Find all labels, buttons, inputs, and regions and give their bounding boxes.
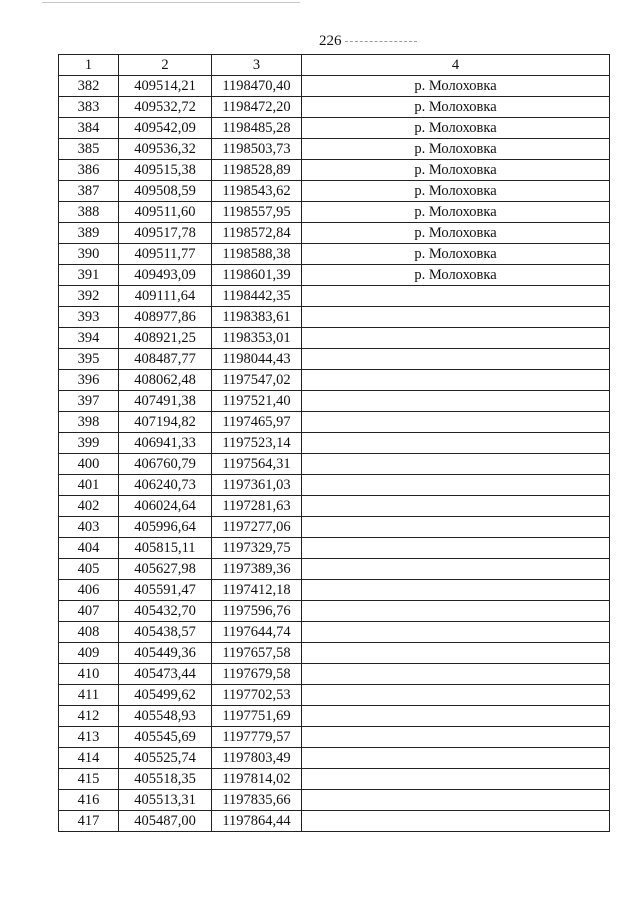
note-cell: р. Молоховка	[302, 160, 610, 181]
table-row	[59, 685, 610, 706]
point-number-cell: 384	[59, 118, 119, 139]
note-cell	[302, 538, 610, 559]
point-number-cell: 401	[59, 475, 119, 496]
table-row	[59, 538, 610, 559]
table-row	[59, 223, 610, 244]
x-coordinate-cell: 409536,32	[119, 139, 212, 160]
table-row	[59, 202, 610, 223]
point-number-cell: 383	[59, 97, 119, 118]
note-cell	[302, 475, 610, 496]
point-number-cell: 393	[59, 307, 119, 328]
x-coordinate-cell: 408921,25	[119, 328, 212, 349]
y-coordinate-cell: 1197389,36	[212, 559, 302, 580]
x-coordinate-cell: 405518,35	[119, 769, 212, 790]
point-number-cell: 390	[59, 244, 119, 265]
x-coordinate-cell: 409517,78	[119, 223, 212, 244]
point-number-cell: 392	[59, 286, 119, 307]
x-coordinate-cell: 405487,00	[119, 811, 212, 832]
y-coordinate-cell: 1197521,40	[212, 391, 302, 412]
table-row	[59, 748, 610, 769]
table-row	[59, 706, 610, 727]
x-coordinate-cell: 406240,73	[119, 475, 212, 496]
y-coordinate-cell: 1197657,58	[212, 643, 302, 664]
scan-artifact-dash	[345, 41, 417, 42]
x-coordinate-cell: 405627,98	[119, 559, 212, 580]
table-row	[59, 118, 610, 139]
note-cell	[302, 559, 610, 580]
point-number-cell: 404	[59, 538, 119, 559]
y-coordinate-cell: 1198353,01	[212, 328, 302, 349]
table-row	[59, 181, 610, 202]
table-row	[59, 97, 610, 118]
x-coordinate-cell: 405438,57	[119, 622, 212, 643]
point-number-cell: 395	[59, 349, 119, 370]
x-coordinate-cell: 408062,48	[119, 370, 212, 391]
y-coordinate-cell: 1198528,89	[212, 160, 302, 181]
table-header-row	[59, 55, 610, 76]
note-cell	[302, 622, 610, 643]
table-row	[59, 622, 610, 643]
y-coordinate-cell: 1197814,02	[212, 769, 302, 790]
note-cell	[302, 727, 610, 748]
y-coordinate-cell: 1198588,38	[212, 244, 302, 265]
table-row	[59, 76, 610, 97]
table-row	[59, 328, 610, 349]
y-coordinate-cell: 1198557,95	[212, 202, 302, 223]
table-body	[59, 76, 610, 832]
table-row	[59, 286, 610, 307]
note-cell	[302, 517, 610, 538]
point-number-cell: 405	[59, 559, 119, 580]
y-coordinate-cell: 1197835,66	[212, 790, 302, 811]
table-row	[59, 643, 610, 664]
y-coordinate-cell: 1198503,73	[212, 139, 302, 160]
note-cell	[302, 790, 610, 811]
note-cell	[302, 412, 610, 433]
column-header-4: 4	[302, 55, 610, 76]
y-coordinate-cell: 1197329,75	[212, 538, 302, 559]
table-row	[59, 811, 610, 832]
x-coordinate-cell: 405449,36	[119, 643, 212, 664]
x-coordinate-cell: 405996,64	[119, 517, 212, 538]
x-coordinate-cell: 409511,77	[119, 244, 212, 265]
x-coordinate-cell: 408487,77	[119, 349, 212, 370]
x-coordinate-cell: 409508,59	[119, 181, 212, 202]
note-cell	[302, 601, 610, 622]
note-cell	[302, 811, 610, 832]
y-coordinate-cell: 1197751,69	[212, 706, 302, 727]
table-row	[59, 496, 610, 517]
point-number-cell: 398	[59, 412, 119, 433]
table-row	[59, 517, 610, 538]
point-number-cell: 386	[59, 160, 119, 181]
note-cell	[302, 748, 610, 769]
table-row	[59, 265, 610, 286]
y-coordinate-cell: 1197547,02	[212, 370, 302, 391]
note-cell: р. Молоховка	[302, 97, 610, 118]
note-cell	[302, 433, 610, 454]
note-cell: р. Молоховка	[302, 202, 610, 223]
point-number-cell: 412	[59, 706, 119, 727]
y-coordinate-cell: 1197644,74	[212, 622, 302, 643]
point-number-cell: 389	[59, 223, 119, 244]
y-coordinate-cell: 1197596,76	[212, 601, 302, 622]
note-cell	[302, 286, 610, 307]
x-coordinate-cell: 409532,72	[119, 97, 212, 118]
x-coordinate-cell: 405499,62	[119, 685, 212, 706]
table-row	[59, 454, 610, 475]
table-row	[59, 727, 610, 748]
point-number-cell: 387	[59, 181, 119, 202]
note-cell	[302, 391, 610, 412]
table-row	[59, 160, 610, 181]
table-row	[59, 391, 610, 412]
table-row	[59, 601, 610, 622]
y-coordinate-cell: 1197702,53	[212, 685, 302, 706]
point-number-cell: 416	[59, 790, 119, 811]
table-row	[59, 559, 610, 580]
table-row	[59, 433, 610, 454]
table-row	[59, 370, 610, 391]
y-coordinate-cell: 1197361,03	[212, 475, 302, 496]
note-cell: р. Молоховка	[302, 76, 610, 97]
point-number-cell: 388	[59, 202, 119, 223]
point-number-cell: 411	[59, 685, 119, 706]
point-number-cell: 406	[59, 580, 119, 601]
table-row	[59, 139, 610, 160]
note-cell	[302, 307, 610, 328]
y-coordinate-cell: 1198543,62	[212, 181, 302, 202]
x-coordinate-cell: 407194,82	[119, 412, 212, 433]
point-number-cell: 385	[59, 139, 119, 160]
note-cell	[302, 685, 610, 706]
page-number: 226	[319, 33, 342, 49]
x-coordinate-cell: 405525,74	[119, 748, 212, 769]
x-coordinate-cell: 408977,86	[119, 307, 212, 328]
column-header-2: 2	[119, 55, 212, 76]
point-number-cell: 396	[59, 370, 119, 391]
y-coordinate-cell: 1197277,06	[212, 517, 302, 538]
note-cell	[302, 580, 610, 601]
y-coordinate-cell: 1198472,20	[212, 97, 302, 118]
y-coordinate-cell: 1197864,44	[212, 811, 302, 832]
note-cell	[302, 769, 610, 790]
point-number-cell: 403	[59, 517, 119, 538]
note-cell	[302, 664, 610, 685]
table-row	[59, 349, 610, 370]
point-number-cell: 415	[59, 769, 119, 790]
point-number-cell: 391	[59, 265, 119, 286]
x-coordinate-cell: 409514,21	[119, 76, 212, 97]
y-coordinate-cell: 1197803,49	[212, 748, 302, 769]
y-coordinate-cell: 1198442,35	[212, 286, 302, 307]
x-coordinate-cell: 405513,31	[119, 790, 212, 811]
x-coordinate-cell: 409493,09	[119, 265, 212, 286]
point-number-cell: 399	[59, 433, 119, 454]
x-coordinate-cell: 407491,38	[119, 391, 212, 412]
point-number-cell: 402	[59, 496, 119, 517]
note-cell	[302, 328, 610, 349]
note-cell: р. Молоховка	[302, 244, 610, 265]
x-coordinate-cell: 406941,33	[119, 433, 212, 454]
y-coordinate-cell: 1197465,97	[212, 412, 302, 433]
scan-artifact-line	[42, 2, 300, 3]
point-number-cell: 394	[59, 328, 119, 349]
note-cell	[302, 496, 610, 517]
point-number-cell: 407	[59, 601, 119, 622]
point-number-cell: 413	[59, 727, 119, 748]
x-coordinate-cell: 409542,09	[119, 118, 212, 139]
column-header-1: 1	[59, 55, 119, 76]
note-cell: р. Молоховка	[302, 181, 610, 202]
point-number-cell: 409	[59, 643, 119, 664]
point-number-cell: 382	[59, 76, 119, 97]
note-cell: р. Молоховка	[302, 265, 610, 286]
table-row	[59, 307, 610, 328]
y-coordinate-cell: 1198383,61	[212, 307, 302, 328]
table-row	[59, 412, 610, 433]
x-coordinate-cell: 405545,69	[119, 727, 212, 748]
table-row	[59, 580, 610, 601]
note-cell	[302, 370, 610, 391]
point-number-cell: 408	[59, 622, 119, 643]
y-coordinate-cell: 1197679,58	[212, 664, 302, 685]
y-coordinate-cell: 1197412,18	[212, 580, 302, 601]
x-coordinate-cell: 405815,11	[119, 538, 212, 559]
y-coordinate-cell: 1197779,57	[212, 727, 302, 748]
x-coordinate-cell: 405432,70	[119, 601, 212, 622]
point-number-cell: 400	[59, 454, 119, 475]
table-row	[59, 664, 610, 685]
x-coordinate-cell: 409515,38	[119, 160, 212, 181]
note-cell	[302, 454, 610, 475]
y-coordinate-cell: 1197281,63	[212, 496, 302, 517]
x-coordinate-cell: 405548,93	[119, 706, 212, 727]
point-number-cell: 410	[59, 664, 119, 685]
note-cell	[302, 349, 610, 370]
table-row	[59, 790, 610, 811]
point-number-cell: 417	[59, 811, 119, 832]
note-cell: р. Молоховка	[302, 223, 610, 244]
table-row	[59, 769, 610, 790]
x-coordinate-cell: 406024,64	[119, 496, 212, 517]
x-coordinate-cell: 405473,44	[119, 664, 212, 685]
table-row	[59, 244, 610, 265]
column-header-3: 3	[212, 55, 302, 76]
y-coordinate-cell: 1198044,43	[212, 349, 302, 370]
table-row	[59, 475, 610, 496]
y-coordinate-cell: 1198572,84	[212, 223, 302, 244]
x-coordinate-cell: 405591,47	[119, 580, 212, 601]
coordinates-table	[58, 54, 610, 832]
note-cell	[302, 706, 610, 727]
y-coordinate-cell: 1197523,14	[212, 433, 302, 454]
point-number-cell: 414	[59, 748, 119, 769]
y-coordinate-cell: 1198470,40	[212, 76, 302, 97]
y-coordinate-cell: 1197564,31	[212, 454, 302, 475]
x-coordinate-cell: 409111,64	[119, 286, 212, 307]
note-cell: р. Молоховка	[302, 139, 610, 160]
x-coordinate-cell: 409511,60	[119, 202, 212, 223]
x-coordinate-cell: 406760,79	[119, 454, 212, 475]
note-cell	[302, 643, 610, 664]
note-cell: р. Молоховка	[302, 118, 610, 139]
point-number-cell: 397	[59, 391, 119, 412]
y-coordinate-cell: 1198485,28	[212, 118, 302, 139]
y-coordinate-cell: 1198601,39	[212, 265, 302, 286]
